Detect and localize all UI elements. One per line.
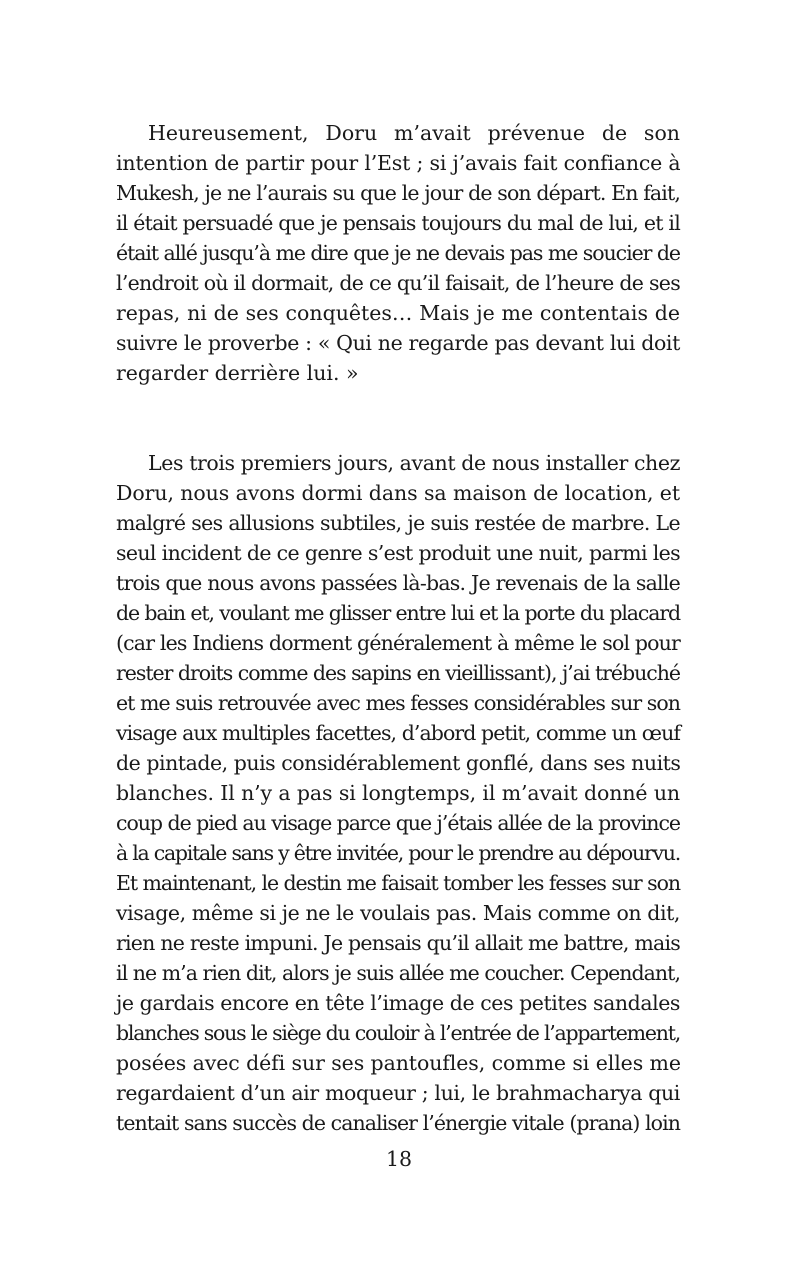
text-line: visage, même si je ne le voulais pas. Mais comme on dit,	[116, 901, 680, 925]
text-line: seul incident de ce genre s’est produit une nuit, parmi les	[116, 541, 680, 565]
text-line: intention de partir pour l’Est ; si j’avais fait confiance à	[116, 151, 681, 175]
paragraph-2	[116, 448, 680, 1138]
page-body	[116, 118, 680, 1138]
text-line: de pintade, puis considérablement gonflé, dans ses nuits	[116, 751, 681, 775]
text-line: je gardais encore en tête l’image de ces petites sandales	[116, 991, 680, 1015]
text-line: blanches. Il n’y a pas si longtemps, il m’avait donné un	[116, 781, 680, 805]
text-line: posées avec défi sur ses pantoufles, comme si elles me	[116, 1051, 681, 1075]
text-line: était allé jusqu’à me dire que je ne devais pas me soucier de	[116, 241, 680, 265]
text-line: regardaient d’un air moqueur ; lui, le brahmacharya qui	[116, 1081, 680, 1105]
page-number: 18	[385, 1147, 413, 1171]
text-line: l’endroit où il dormait, de ce qu’il faisait, de l’heure de ses	[116, 271, 680, 295]
text-line: Et maintenant, le destin me faisait tomber les fesses sur son	[116, 871, 680, 895]
text-line: il était persuadé que je pensais toujours du mal de lui, et il	[116, 211, 680, 235]
text-line: blanches sous le siège du couloir à l’entrée de l’appartement,	[116, 1021, 680, 1045]
text-line: et me suis retrouvée avec mes fesses considérables sur son	[116, 691, 680, 715]
text-line: Doru, nous avons dormi dans sa maison de location, et	[116, 481, 680, 505]
text-line: regarder derrière lui. »	[116, 361, 359, 385]
text-line: Heureusement, Doru m’avait prévenue de son	[148, 121, 680, 145]
text-line: rester droits comme des sapins en vieillissant), j’ai trébuché	[116, 661, 680, 685]
text-line: suivre le proverbe : « Qui ne regarde pas devant lui doit	[116, 331, 680, 355]
text-line: repas, ni de ses conquêtes… Mais je me contentais de	[116, 301, 680, 325]
text-line: rien ne reste impuni. Je pensais qu’il allait me battre, mais	[116, 931, 680, 955]
text-line: visage aux multiples facettes, d’abord petit, comme un œuf	[116, 721, 680, 745]
text-line: de bain et, voulant me glisser entre lui et la porte du placard	[116, 601, 680, 625]
text-line: il ne m’a rien dit, alors je suis allée me coucher. Cependant,	[116, 961, 680, 985]
paragraph-gap	[116, 388, 680, 448]
text-line: à la capitale sans y être invitée, pour le prendre au dépourvu.	[116, 841, 680, 865]
text-line: coup de pied au visage parce que j’étais allée de la province	[116, 811, 680, 835]
text-line: Les trois premiers jours, avant de nous installer chez	[148, 451, 680, 475]
text-line: Mukesh, je ne l’aurais su que le jour de son départ. En fait,	[116, 181, 680, 205]
text-line: (car les Indiens dorment généralement à même le sol pour	[116, 631, 680, 655]
text-line: tentait sans succès de canaliser l’énergie vitale (prana) loin	[116, 1111, 680, 1135]
paragraph-1	[116, 118, 680, 388]
text-line: malgré ses allusions subtiles, je suis restée de marbre. Le	[116, 511, 680, 535]
text-line: trois que nous avons passées là-bas. Je revenais de la salle	[116, 571, 680, 595]
